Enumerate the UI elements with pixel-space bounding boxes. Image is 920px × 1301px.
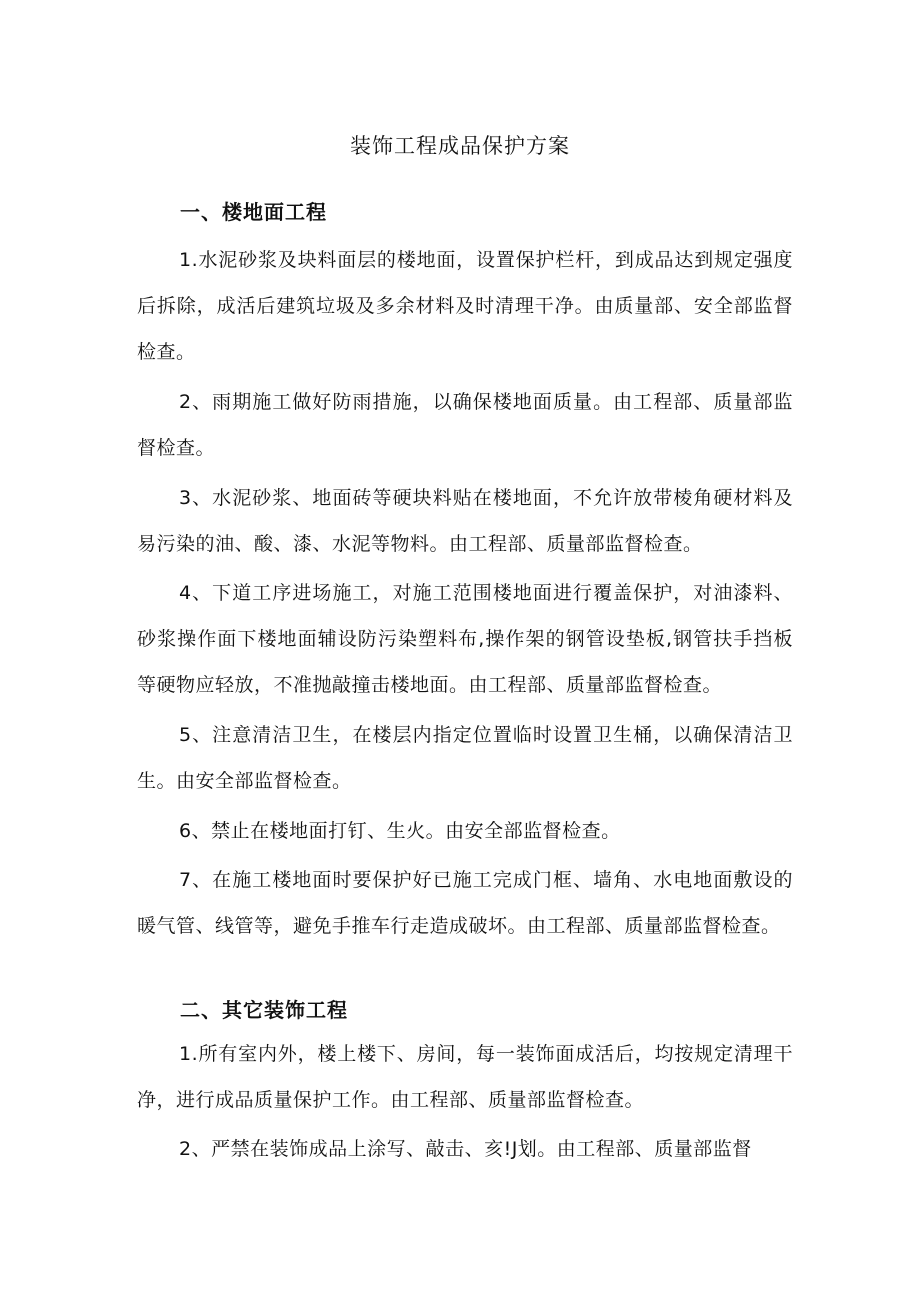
paragraph-item-4: 4、下道工序进场施工，对施工范围楼地面进行覆盖保护，对油漆料、砂浆操作面下楼地面辅设防污染塑料布,操作架的钢管设垫板,钢管扶手挡板等硬物应轻放，不准抛敲撞击楼地面。由工程部、质量部监督检查。 xyxy=(137,582,793,696)
paragraph-item-2: 2、雨期施工做好防雨措施，以确保楼地面质量。由工程部、质量部监督检查。 xyxy=(137,391,793,459)
paragraph-item-5: 5、注意清洁卫生，在楼层内指定位置临时设置卫生桶，以确保清洁卫生。由安全部监督检查。 xyxy=(137,724,793,792)
paragraph-item-3: 3、水泥砂浆、地面砖等硬块料贴在楼地面，不允许放带棱角硬材料及易污染的油、酸、漆、水泥等物料。由工程部、质量部监督检查。 xyxy=(137,487,793,555)
paragraph-item-7: 7、在施工楼地面时要保护好已施工完成门框、墙角、水电地面敷设的暖气管、线管等，避免手推车行走造成破坏。由工程部、质量部监督检查。 xyxy=(137,869,793,937)
paragraph-item-2: 2、严禁在装饰成品上涂写、敲击、亥!J划。由工程部、质量部监督 xyxy=(179,1138,752,1160)
document-title: 装饰工程成品保护方案 xyxy=(350,134,570,158)
paragraph-item-1: 1.所有室内外，楼上楼下、房间，每一装饰面成活后，均按规定清理干净，进行成品质量保护工作。由工程部、质量部监督检查。 xyxy=(137,1043,793,1111)
paragraph-item-6: 6、禁止在楼地面打钉、生火。由安全部监督检查。 xyxy=(179,820,621,842)
section-heading-floor-works: 一、楼地面工程 xyxy=(180,200,327,224)
paragraph-item-1: 1.水泥砂浆及块料面层的楼地面，设置保护栏杆，到成品达到规定强度后拆除，成活后建筑垃圾及多余材料及时清理干净。由质量部、安全部监督检查。 xyxy=(137,249,793,363)
section-heading-other-decoration-works: 二、其它装饰工程 xyxy=(180,998,348,1022)
